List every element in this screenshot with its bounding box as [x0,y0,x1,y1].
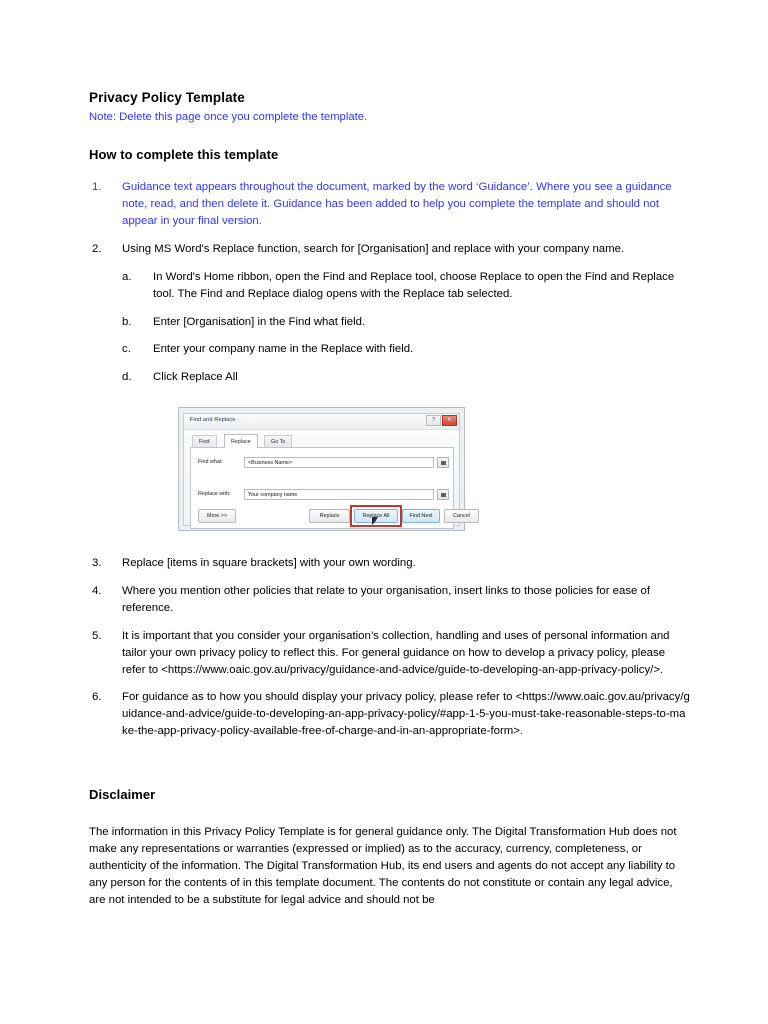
dialog-frame [183,413,470,526]
list-item-text: Guidance text appears throughout the document, marked by the word ‘Guidance’. Where you see a guidance note, read, and then delete it. Guidance has been added to help you complete the template and should not appear in your final version. [122,181,672,227]
find-what-row [191,457,453,468]
list-marker: 5. [92,629,102,642]
list-marker: 1. [92,181,102,194]
find-next-button[interactable]: Find Next [402,509,440,523]
list-marker: 6. [92,691,102,704]
more-button[interactable]: More >> [198,509,236,523]
dialog-panel [190,448,470,529]
tab-find[interactable]: Find [192,435,217,447]
dialog-tabs [190,434,454,448]
sub-instruction-list [122,269,690,386]
replace-with-input[interactable] [244,489,434,500]
tab-replace[interactable]: Replace [224,434,258,448]
replace-all-button[interactable]: Replace All [354,509,398,523]
find-what-label: Find what: [198,459,223,466]
list-marker: 3. [92,557,102,570]
find-what-input[interactable] [244,457,434,468]
cancel-button[interactable]: Cancel [444,509,479,523]
list-marker: 4. [92,585,102,597]
instruction-list [89,179,690,740]
sub-list-item-text: Enter [Organisation] in the Find what field. [153,315,366,328]
replace-with-dropdown-icon[interactable] [437,489,449,500]
list-item [89,179,690,230]
list-item [89,689,690,740]
sub-list-item [122,314,690,331]
list-item-text: For guidance as to how you should display your privacy policy, please refer to [122,691,516,704]
sub-list-marker: c. [122,343,131,356]
reference-url: <https://www.oaic.gov.au/privacy/guidance-and-advice/guide-to-developing-an-app-privacy-policy/#app-1-5-you-must-take-reasonable-steps-to-make-the-app-privacy-policy-available-free-of-charge-and-in-an-appropriate-form>. [122,691,690,738]
list-item [89,555,690,572]
sub-list-item [122,269,690,303]
dialog-body [190,434,470,529]
list-item-text: Replace [items in square brackets] with your own wording. [122,557,416,570]
section-heading-how-to-complete: How to complete this template [89,147,279,163]
window-buttons [426,415,457,426]
sub-list-item-text: Enter your company name in the Replace with field. [153,343,414,356]
find-replace-screenshot-figure [122,407,690,531]
guidance-note: Note: Delete this page once you complete the template. [89,111,368,123]
replace-with-row [191,489,453,500]
reference-url: <https://www.oaic.gov.au/privacy/guidance-and-advice/guide-to-developing-an-app-privacy-policy/>. [161,663,664,676]
find-what-dropdown-icon[interactable] [437,457,449,468]
list-item-text: It is important that you consider your organisation’s collection, handling and uses of personal information and tailor your own privacy policy to reflect this. For general guidance on how to develop a privacy policy, please refer to [122,629,670,676]
dialog-button-row [191,509,470,523]
spacer [89,751,690,787]
close-icon[interactable]: ✕ [442,415,457,426]
sub-list-item [122,341,690,358]
dialog-title: Find and Replace [190,417,236,424]
tab-go-to[interactable]: Go To [264,435,292,447]
list-item-text: Where you mention other policies that relate to your organisation, insert links to those policies for ease of reference. [122,585,651,614]
section-heading-disclaimer: Disclaimer [89,787,156,802]
find-replace-dialog [178,407,470,531]
list-marker: 2. [92,242,102,255]
sub-list-item [122,369,690,386]
sub-list-marker: d. [122,371,132,384]
sub-list-item-text: In Word's Home ribbon, open the Find and Replace tool, choose Replace to open the Find and Replace tool. The Find and Replace dialog opens with the Replace tab selected. [153,270,675,300]
help-icon[interactable]: ? [426,415,441,426]
sub-list-item-text: Click Replace All [153,371,238,384]
replace-with-value: Your company name [248,492,298,499]
list-item [89,583,690,617]
dialog-titlebar [184,414,459,430]
find-what-value: <Business Name> [248,460,293,467]
list-item-text: Using MS Word's Replace function, search for [Organisation] and replace with your company name. [122,242,625,255]
replace-button[interactable]: Replace [309,509,350,523]
list-item [89,241,690,531]
sub-list-marker: a. [122,270,132,283]
disclaimer-text: The information in this Privacy Policy Template is for general guidance only. The Digital Transformation Hub does not make any representations or warranties (expressed or implied) as to the accuracy, currency, completeness, or authenticity of the information. The Digital Transformation Hub, its end users and agents do not accept any liability to any person for the contents of in this template document. The contents do not constitute or contain any legal advice, are not intended to be a substitute for legal advice and should not be [89,826,677,906]
list-item [89,628,690,679]
page-title: Privacy Policy Template [89,90,245,105]
replace-with-label: Replace with: [198,491,231,498]
mouse-cursor-icon [372,517,378,525]
sub-list-marker: b. [122,315,132,328]
